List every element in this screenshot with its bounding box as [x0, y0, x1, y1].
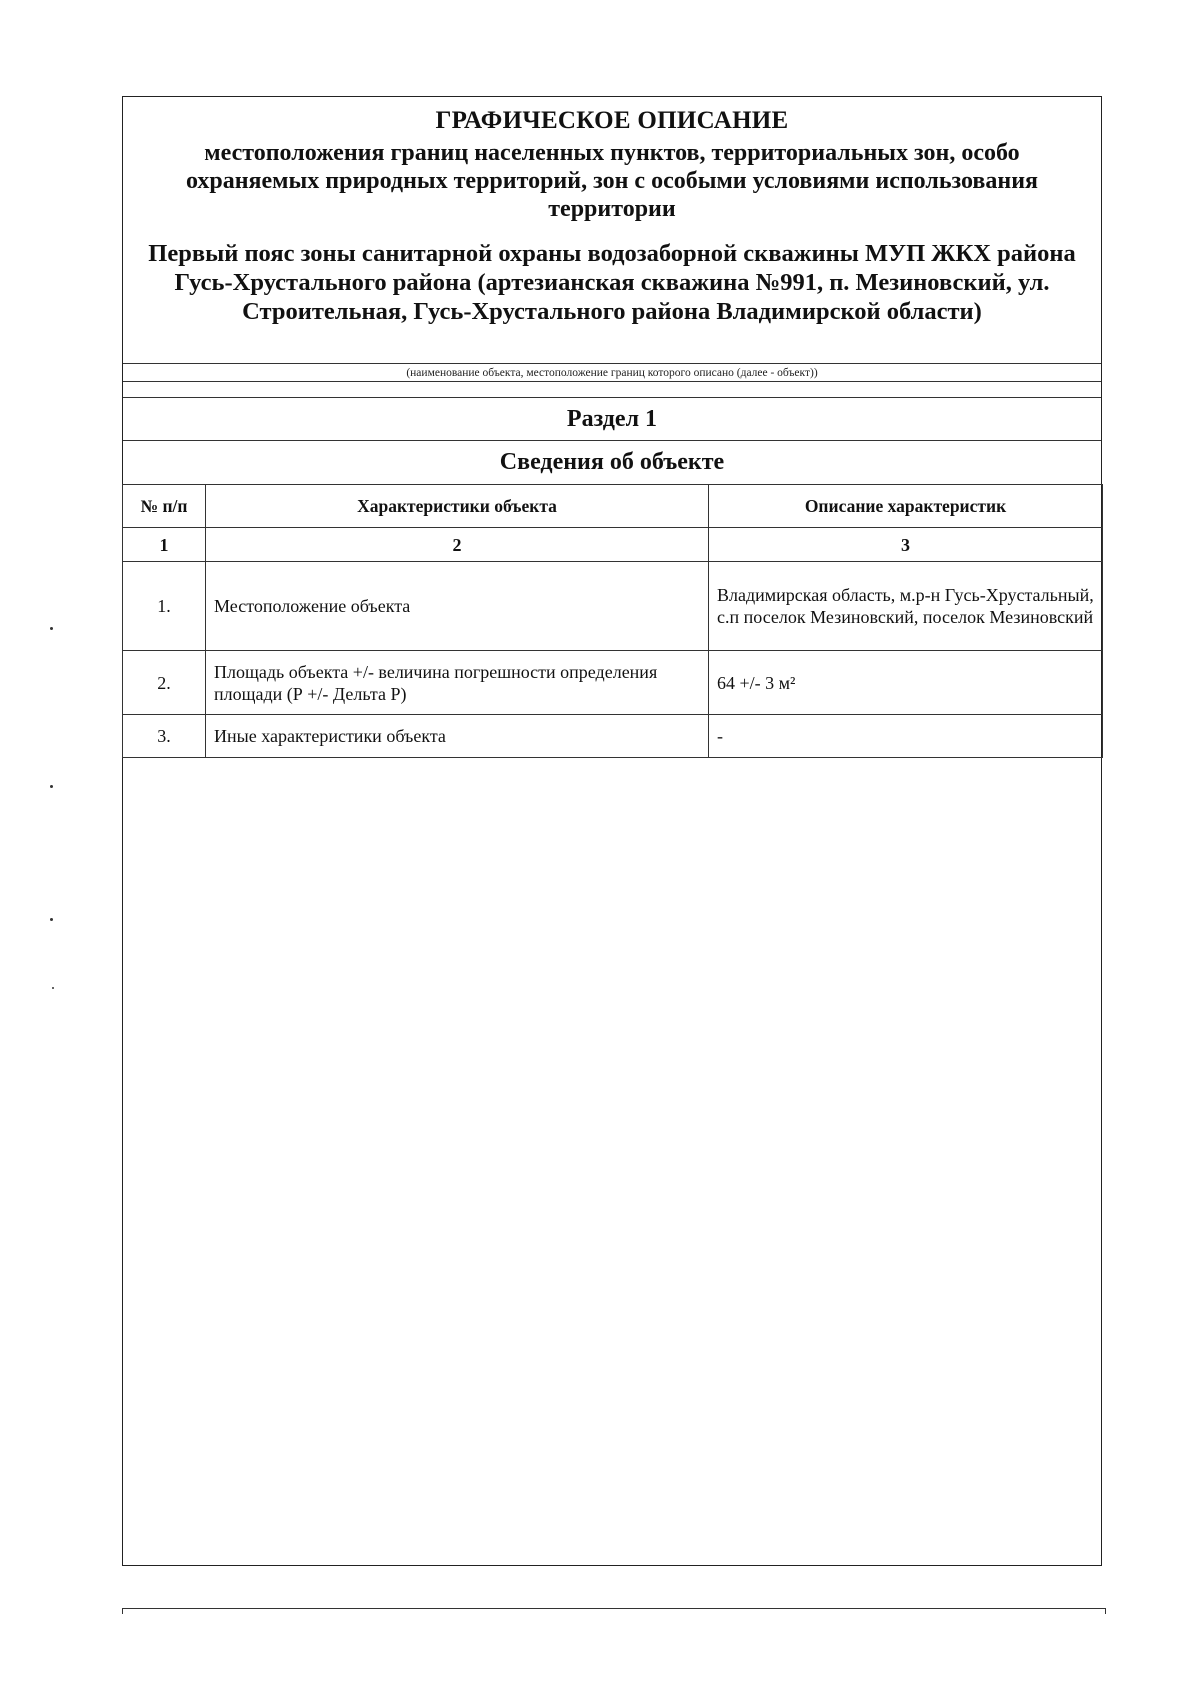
row-characteristic: Иные характеристики объекта — [206, 715, 709, 758]
scan-speck — [50, 627, 53, 630]
document-header — [123, 97, 1101, 364]
column-number: 2 — [206, 528, 709, 562]
section-title: Раздел 1 — [566, 406, 658, 432]
divider — [123, 363, 1101, 364]
row-number: 3. — [123, 715, 206, 758]
row-number: 2. — [123, 651, 206, 715]
column-header-characteristic: Характеристики объекта — [206, 485, 709, 528]
row-characteristic: Площадь объекта +/- величина погрешности определения площади (Р +/- Дельта Р) — [206, 651, 709, 715]
scan-speck — [52, 987, 54, 989]
table-row — [123, 562, 1103, 651]
column-number: 1 — [123, 528, 206, 562]
column-header-number: № п/п — [123, 485, 206, 528]
scan-speck — [50, 785, 53, 788]
row-description: Владимирская область, м.р-н Гусь-Хрустальный, с.п поселок Мезиновский, поселок Мезиновский — [709, 562, 1103, 651]
column-number: 3 — [709, 528, 1103, 562]
object-name: Первый пояс зоны санитарной охраны водозаборной скважины МУП ЖКХ района Гусь-Хрустального района (артезианская скважина №991, п. Мезиновский, ул. Строительная, Гусь-Хрустального района Владимирской области) — [148, 240, 1076, 325]
table-row — [123, 715, 1103, 758]
row-description: 64 +/- 3 м² — [709, 651, 1103, 715]
column-header-description: Описание характеристик — [709, 485, 1103, 528]
next-page-frame-edge — [122, 1608, 1106, 1614]
row-description: - — [709, 715, 1103, 758]
row-characteristic: Местоположение объекта — [206, 562, 709, 651]
document-title: ГРАФИЧЕСКОЕ ОПИСАНИЕ — [435, 107, 789, 134]
scan-speck — [50, 918, 53, 921]
section-subtitle: Сведения об объекте — [499, 449, 725, 475]
object-info-table — [122, 484, 1103, 758]
document-frame — [122, 96, 1102, 1566]
row-number: 1. — [123, 562, 206, 651]
table-row — [123, 651, 1103, 715]
column-numbers-row — [123, 528, 1103, 562]
table-header-row — [123, 485, 1103, 528]
divider — [123, 381, 1101, 382]
document-subtitle: местоположения границ населенных пунктов, территориальных зон, особо охраняемых природных территорий, зон с особыми условиями использования территории — [185, 140, 1039, 222]
object-name-caption: (наименование объекта, местоположение границ которого описано (далее - объект)) — [406, 367, 818, 379]
